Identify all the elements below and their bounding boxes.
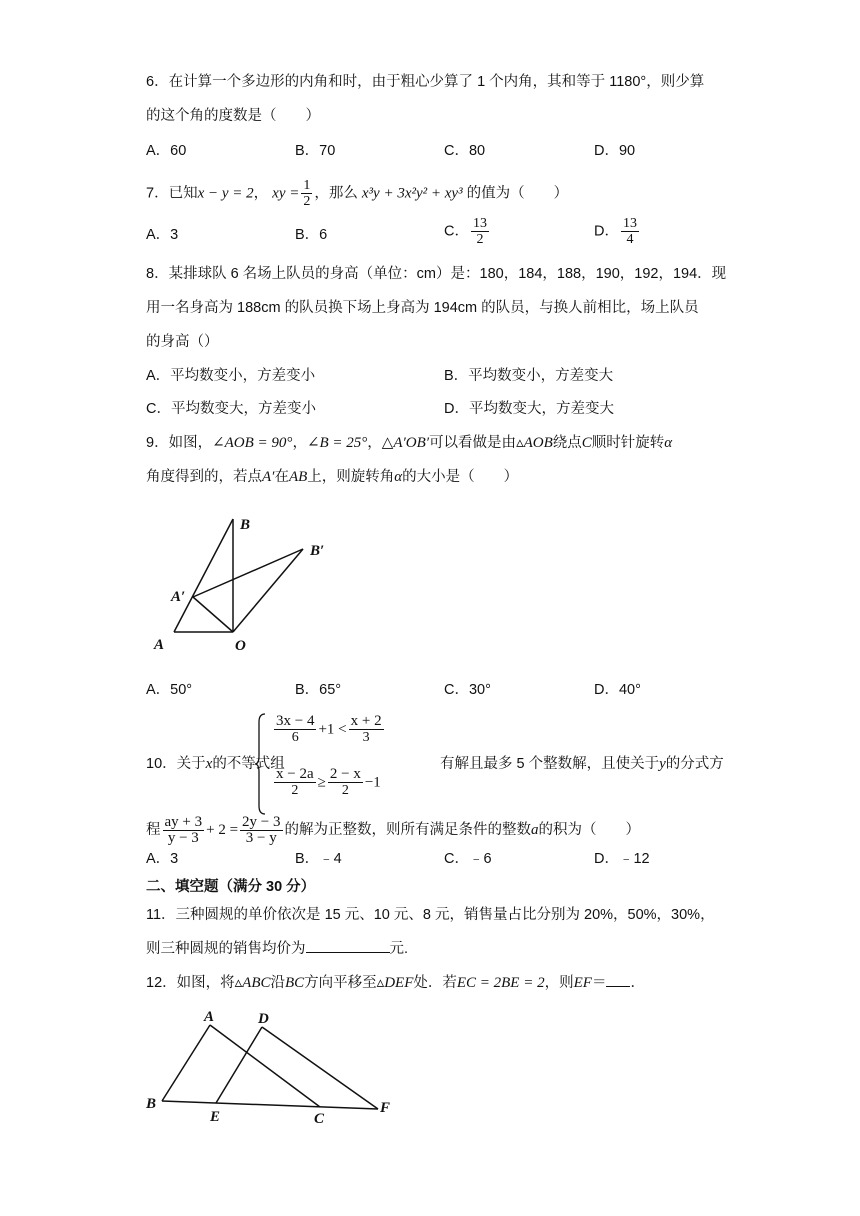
q10-eq-op: + 2 =: [206, 822, 239, 838]
q10-option-a: A．3: [146, 851, 179, 867]
q10-line2-suffix: 的积为（ ）: [538, 822, 641, 838]
q9-label-b-prime: B′: [310, 543, 325, 559]
q9-line2-text-1: 角度得到的，若点: [146, 469, 262, 485]
q7-option-d-num: 13: [622, 216, 637, 231]
q9-line2-math-1: A′: [262, 469, 275, 485]
q10-line2: [146, 810, 640, 850]
q9-label-a-prime: A′: [171, 589, 186, 605]
q7-sep: ，: [253, 185, 269, 202]
q12-segment-ab: [162, 1025, 210, 1101]
q9-line2-text-3: 上，则旋转角: [307, 469, 395, 485]
q10-ineq2-num1: x − 2a: [276, 766, 314, 782]
q10-ineq1-frac2: [349, 714, 384, 745]
q7-cond2-num: 1: [303, 178, 311, 193]
q9-text-3: ，: [367, 435, 382, 451]
q10-ineq1-den2: 3: [362, 730, 370, 745]
q9-segment-apo: [193, 597, 233, 632]
q6-option-a: A．60: [146, 143, 187, 159]
q12-label-b: B: [146, 1096, 157, 1112]
q9-math-2: ∠B = 25°: [306, 435, 368, 451]
q7-option-d-frac: [621, 216, 639, 247]
q10-system-brace: [254, 712, 268, 816]
q12-text-7: ．: [630, 975, 645, 991]
q8-line2: 用一名身高为 188cm 的队员换下场上身高为 194cm 的队员，与换人前相比，场上队员: [146, 300, 699, 316]
q9-option-c: C．30°: [444, 682, 491, 698]
q9-segment-ab: [174, 519, 233, 632]
q7-cond2-den: 2: [303, 194, 311, 209]
q6-line1: 6．在计算一个多边形的内角和时，由于粗心少算了 1 个内角，其和等于 1180°，则少算: [146, 74, 705, 90]
q12-label-d: D: [258, 1011, 269, 1027]
q9-text-2: ，: [292, 435, 307, 451]
q9-label-o: O: [235, 638, 246, 654]
q9-math-3: △A′OB′: [381, 435, 430, 451]
q12-text-5: ，则: [544, 975, 574, 991]
q7-option-b: [295, 225, 327, 245]
q12-math-1: ▵ABC: [234, 975, 271, 991]
q10-ineq2-den1: 2: [291, 783, 299, 798]
q12-text-4: 处．若: [413, 975, 457, 991]
q12-label-e: E: [210, 1109, 221, 1125]
q10-ineq1-frac1: [274, 714, 316, 745]
q9-line2: [146, 467, 518, 487]
q6-line2: 的这个角的度数是（ ）: [146, 108, 320, 124]
q8-option-c: C．平均数变大，方差变小: [146, 401, 316, 417]
section-2-heading: 二、填空题（满分 30 分）: [146, 879, 316, 895]
q12-segment-df: [262, 1027, 378, 1109]
q9-math-1: ∠AOB = 90°: [212, 435, 293, 451]
q9-label-b: B: [240, 517, 251, 533]
q10-ineq1-num1: 3x − 4: [276, 713, 315, 729]
q10-eq-den1: y − 3: [167, 829, 199, 846]
q10-inequality-1: [272, 714, 386, 745]
q7-option-d-label: D．: [594, 223, 619, 240]
q12-label-f: F: [380, 1100, 391, 1116]
q10-line2-mid: 的解为正整数，则所有满足条件的整数: [284, 822, 532, 838]
q7-cond2-lhs: xy =: [272, 185, 300, 202]
q10-option-d: D．﹣12: [594, 851, 650, 867]
q9-line1: [146, 433, 672, 453]
q10-var-x: x: [205, 756, 213, 772]
q12-answer-blank[interactable]: [606, 986, 630, 987]
q10-eq-frac2: [240, 815, 282, 846]
q9-option-b: B．65°: [295, 682, 342, 698]
q7-cond1: x − y = 2: [197, 185, 254, 202]
q12-segment-bf: [162, 1101, 378, 1109]
q9-math-4: ▵AOB: [516, 435, 553, 451]
q9-line2-math-2: AB: [288, 469, 308, 485]
q6-option-d: D．90: [594, 143, 636, 159]
q9-text-6: 顺时针旋转: [591, 435, 665, 451]
q12-text-3: 方向平移至: [304, 975, 377, 991]
q12-text-2: 沿: [270, 975, 285, 991]
q10-eq-num2: 2y − 3: [242, 813, 281, 830]
q8-option-b: B．平均数变小，方差变大: [444, 368, 614, 384]
q10-mid3: 的分式方: [665, 756, 724, 772]
q7-option-b-value: 6: [319, 227, 328, 243]
q12-math-4: EC = 2BE = 2: [456, 975, 545, 991]
q9-figure: [140, 505, 360, 665]
q7-line1: [146, 178, 568, 209]
q10-line2-prefix: 程: [146, 822, 161, 838]
q7-option-b-label: B．: [295, 227, 320, 243]
q9-text-4: 可以看做是由: [429, 435, 517, 451]
q11-line2-text: 则三种圆规的销售均价为: [146, 941, 306, 957]
q12-line1: [146, 973, 645, 993]
q10-ineq2-num2: 2 − x: [329, 766, 361, 782]
q7-option-a: [146, 225, 178, 245]
q10-inequality-2: [272, 767, 381, 798]
q7-option-a-label: A．: [146, 227, 171, 243]
q9-text-1: 9．如图，: [146, 435, 213, 451]
q10-eq-den2: 3 − y: [245, 829, 277, 846]
q7-suffix: 的值为（ ）: [466, 185, 569, 202]
q9-line2-text-4: 的大小是（ ）: [402, 469, 519, 485]
q10-ineq2-den2: 2: [341, 783, 349, 798]
q9-label-a: A: [154, 637, 165, 653]
q10-option-c: C．﹣6: [444, 851, 492, 867]
q9-option-d: D．40°: [594, 682, 641, 698]
q6-option-c: C．80: [444, 143, 486, 159]
q8-option-d: D．平均数变大，方差变大: [444, 401, 614, 417]
q12-label-a: A: [204, 1009, 215, 1025]
q10-ineq2-frac2: [328, 767, 363, 798]
q9-line2-text-2: 在: [274, 469, 289, 485]
q9-segment-apbp: [193, 549, 303, 597]
q12-figure: [140, 1005, 400, 1130]
q9-text-5: 绕点: [552, 435, 582, 451]
q7-prefix: 7．已知: [146, 185, 198, 202]
q8-line1: 8．某排球队 6 名场上队员的身高（单位：cm）是：180，184，188，190，192，194．现: [146, 266, 727, 282]
q10-mid2: 有解且最多 5 个整数解，且使关于: [440, 756, 660, 772]
q9-math-5: C: [581, 435, 592, 451]
q10-option-b: B．﹣4: [295, 851, 342, 867]
q12-math-3: ▵DEF: [376, 975, 414, 991]
q7-option-c-num: 13: [472, 216, 487, 231]
q9-line2-math-3: α: [394, 469, 403, 485]
q10-ineq1-num2: x + 2: [350, 713, 382, 729]
q7-option-d: [594, 216, 641, 247]
q10-eq-frac1: [163, 815, 205, 846]
q12-math-5: EF: [573, 975, 592, 991]
q10-line1-suffix: [440, 754, 724, 774]
q7-option-c-frac: [471, 216, 489, 247]
q11-line1: 11．三种圆规的单价依次是 15 元、10 元、8 元，销售量占比分别为 20%，50%，30%，: [146, 907, 715, 923]
q12-segment-de: [216, 1027, 262, 1103]
q10-ineq2-frac1: [274, 767, 316, 798]
q9-math-6: α: [664, 435, 673, 451]
q7-option-d-den: 4: [626, 232, 634, 247]
q8-option-a: A．平均数变小，方差变小: [146, 368, 316, 384]
q10-ineq2-tail: −1: [364, 774, 381, 791]
q11-line2-unit: 元.: [389, 941, 409, 957]
q7-option-a-value: 3: [170, 227, 179, 243]
q7-option-c-den: 2: [476, 232, 484, 247]
q7-option-c: [444, 216, 491, 247]
q11-line2: [146, 939, 408, 959]
q10-ineq1-den1: 6: [291, 730, 299, 745]
q12-math-2: BC: [285, 975, 305, 991]
q10-var-y: y: [659, 756, 666, 772]
q9-segment-obp: [233, 549, 303, 632]
q10-mid1: 的不等式组: [212, 756, 285, 772]
q10-var-a: a: [531, 822, 539, 838]
q6-option-b: B．70: [295, 143, 336, 159]
q9-option-a: A．50°: [146, 682, 193, 698]
q12-text-1: 12．如图，将: [146, 975, 235, 991]
q12-label-c: C: [314, 1111, 325, 1127]
q7-option-c-label: C．: [444, 223, 469, 240]
q12-segment-ac: [210, 1025, 320, 1107]
q12-text-6: ＝: [591, 975, 607, 991]
q10-ineq1-op: +1 <: [318, 721, 347, 738]
q10-eq-num1: ay + 3: [164, 813, 203, 830]
q8-line3: 的身高（）: [146, 334, 219, 350]
q11-answer-blank[interactable]: [306, 952, 390, 953]
q10-ineq2-op: ≥: [317, 774, 326, 791]
q7-expr: x³y + 3x²y² + xy³: [361, 185, 463, 202]
q7-cond2-frac: [301, 178, 312, 209]
q10-prefix: 10．关于: [146, 756, 206, 772]
q7-mid: ，那么: [314, 185, 358, 202]
